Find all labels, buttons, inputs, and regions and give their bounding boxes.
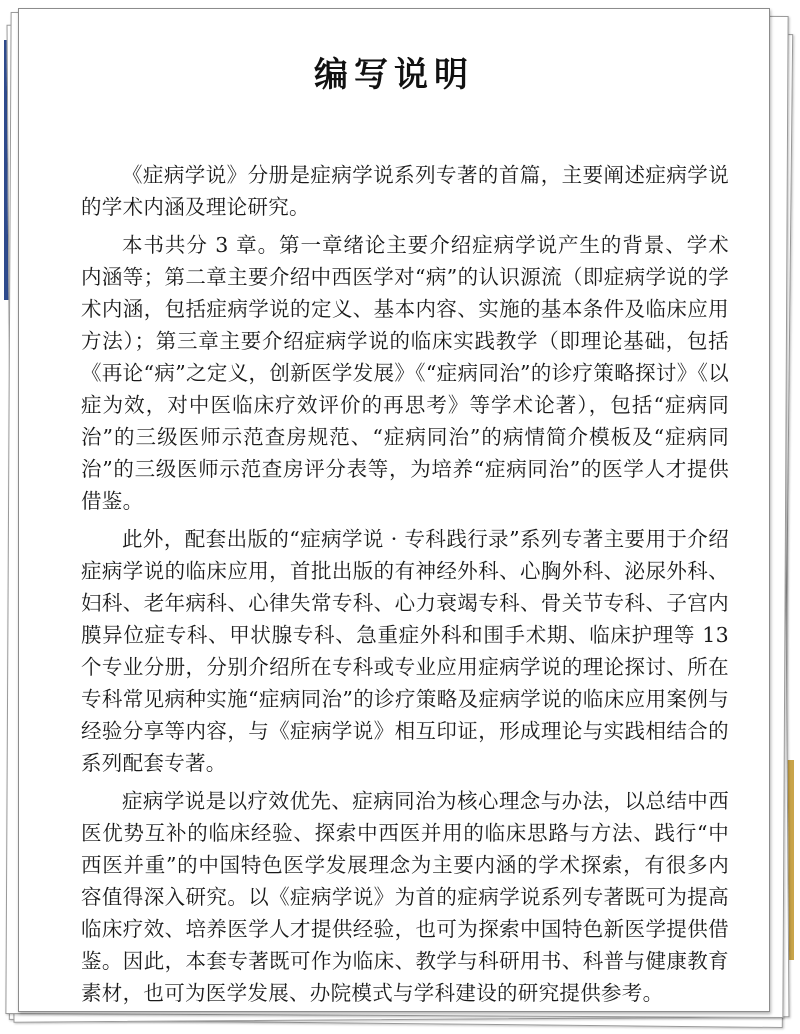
- paragraph-4: 症病学说是以疗效优先、症病同治为核心理念与办法，以总结中西医优势互补的临床经验、探索中西医并用的临床思路与方法、践行“中西医并重”的中国特色医学发展理念为主要内涵的学术探索，有很多内容值得深入研究。以《症病学说》为首的症病学说系列专著既可为提高临床疗效、培养医学人才提供经验，也可为探索中国特色新医学提供借鉴。因此，本套专著既可作为临床、教学与科研用书、科普与健康教育素材，也可为医学发展、办院模式与学科建设的研究提供参考。: [81, 789, 729, 1005]
- document-page: [18, 8, 770, 1012]
- paragraph-3: 此外，配套出版的“症病学说 · 专科践行录”系列专著主要用于介绍症病学说的临床应用，首批出版的有神经外科、心胸外科、泌尿外科、妇科、老年病科、心律失常专科、心力衰竭专科、骨关节专科、子宫内膜异位症专科、甲状腺专科、急重症外科和围手术期、临床护理等 13 个专业分册，分别介绍所在专科或专业应用症病学说的理论探讨、所在专科常见病种实施“症病同治”的诊疗策略及症病学说的临床应用案例与经验分享等内容，与《症病学说》相互印证，形成理论与实践相结合的系列配套专著。: [81, 527, 729, 775]
- document-body: [81, 159, 729, 1015]
- paragraph-2: 本书共分 3 章。第一章绪论主要介绍症病学说产生的背景、学术内涵等；第二章主要介绍中西医学对“病”的认识源流（即症病学说的学术内涵，包括症病学说的定义、基本内容、实施的基本条件及临床应用方法）；第三章主要介绍症病学说的临床实践教学（即理论基础，包括《再论“病”之定义，创新医学发展》《“症病同治”的诊疗策略探讨》《以症为效，对中医临床疗效评价的再思考》等学术论著），包括“症病同治”的三级医师示范查房规范、“症病同治”的病情简介模板及“症病同治”的三级医师示范查房评分表等，为培养“症病同治”的医学人才提供借鉴。: [81, 233, 729, 513]
- page-title: 编写说明: [314, 55, 474, 95]
- paragraph-1: 《症病学说》分册是症病学说系列专著的首篇，主要阐述症病学说的学术内涵及理论研究。: [81, 163, 729, 219]
